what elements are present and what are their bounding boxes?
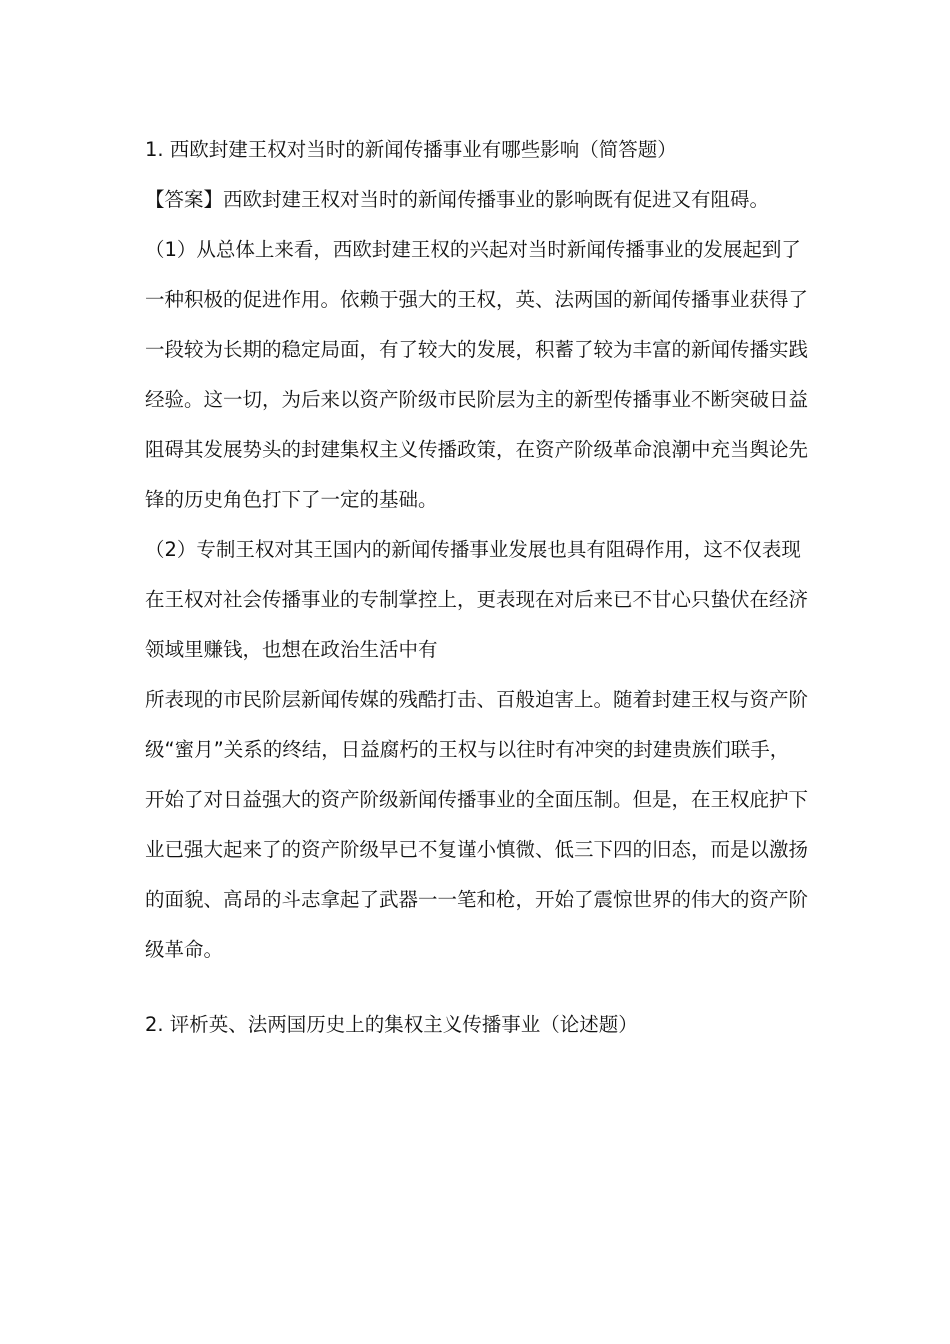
paragraph-line: 领域里赚钱，也想在政治生活中有 [145, 638, 438, 661]
paragraph-line: 开始了对日益强大的资产阶级新闻传播事业的全面压制。但是，在王权庇护下 [145, 788, 809, 811]
paragraph-line: （1）从总体上来看，西欧封建王权的兴起对当时新闻传播事业的发展起到了 [145, 238, 801, 261]
paragraph-line: 级革命。 [145, 938, 224, 961]
paragraph-line: 经验。这一切，为后来以资产阶级市民阶层为主的新型传播事业不断突破日益 [145, 388, 809, 411]
paragraph-line: 的面貌、高昂的斗志拿起了武器一一笔和枪，开始了震惊世界的伟大的资产阶 [145, 888, 809, 911]
answer-summary: 【答案】西欧封建王权对当时的新闻传播事业的影响既有促进又有阻碍。 [145, 188, 770, 211]
paragraph-line: 一段较为长期的稳定局面，有了较大的发展，积蓄了较为丰富的新闻传播实践 [145, 338, 809, 361]
paragraph-line: 阻碍其发展势头的封建集权主义传播政策，在资产阶级革命浪潮中充当舆论先 [145, 438, 809, 461]
paragraph-line: 锋的历史角色打下了一定的基础。 [145, 488, 438, 511]
paragraph-line: （2）专制王权对其王国内的新闻传播事业发展也具有阻碍作用，这不仅表现 [145, 538, 801, 561]
paragraph-line: 在王权对社会传播事业的专制掌控上，更表现在对后来已不甘心只蛰伏在经济 [145, 588, 809, 611]
paragraph-line: 业已强大起来了的资产阶级早已不复谨小慎微、低三下四的旧态，而是以激扬 [145, 838, 809, 861]
paragraph-line: 级“蜜月”关系的终结，日益腐朽的王权与以往时有冲突的封建贵族们联手， [145, 738, 790, 761]
question-1-title: 1. 西欧封建王权对当时的新闻传播事业有哪些影响（简答题） [145, 138, 677, 161]
paragraph-line: 所表现的市民阶层新闻传媒的残酷打击、百般迫害上。随着封建王权与资产阶 [145, 688, 809, 711]
paragraph-line: 一种积极的促进作用。依赖于强大的王权，英、法两国的新闻传播事业获得了 [145, 288, 809, 311]
question-2-title: 2. 评析英、法两国历史上的集权主义传播事业（论述题） [145, 1013, 638, 1036]
